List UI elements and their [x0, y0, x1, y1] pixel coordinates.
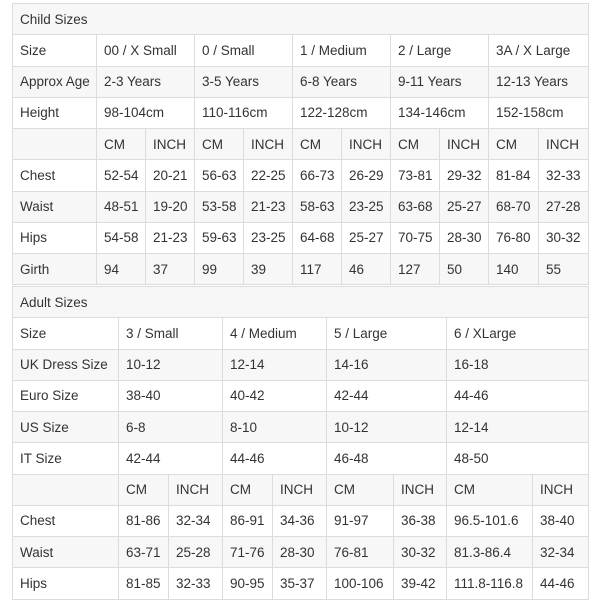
table-cell: 111.8-116.8: [447, 568, 533, 599]
table-cell: 76-81: [327, 537, 394, 568]
unit-header: CM: [489, 129, 539, 160]
table-cell: 100-106: [327, 568, 394, 599]
table-cell: 6-8 Years: [293, 66, 391, 97]
adult-measure-row: [13, 505, 589, 536]
row-label: Waist: [13, 191, 97, 222]
child-table-body: [13, 4, 589, 285]
table-cell: 12-14: [447, 412, 589, 443]
unit-header: CM: [447, 474, 533, 505]
table-cell: 12-13 Years: [489, 66, 589, 97]
table-cell: 66-73: [293, 160, 342, 191]
row-label: Height: [13, 97, 97, 128]
table-cell: 3A / X Large: [489, 35, 589, 66]
table-cell: 140: [489, 254, 539, 285]
adult-units-row: [13, 474, 589, 505]
table-cell: 44-46: [533, 568, 589, 599]
unit-header: CM: [293, 129, 342, 160]
table-cell: 28-30: [273, 537, 327, 568]
table-cell: 86-91: [223, 505, 273, 536]
table-cell: 25-28: [169, 537, 223, 568]
table-cell: 32-33: [539, 160, 589, 191]
unit-header: CM: [391, 129, 440, 160]
table-cell: 48-51: [97, 191, 146, 222]
row-label: Chest: [13, 160, 97, 191]
table-cell: 30-32: [539, 222, 589, 253]
table-cell: 134-146cm: [391, 97, 489, 128]
table-cell: 32-33: [169, 568, 223, 599]
table-cell: 32-34: [169, 505, 223, 536]
table-cell: 40-42: [223, 380, 327, 411]
row-label: Size: [13, 35, 97, 66]
row-label: Waist: [13, 537, 119, 568]
table-cell: 2-3 Years: [97, 66, 195, 97]
table-cell: 3 / Small: [119, 318, 223, 349]
table-cell: 44-46: [447, 380, 589, 411]
child-measure-row: [13, 191, 589, 222]
row-label: UK Dress Size: [13, 349, 119, 380]
table-cell: 91-97: [327, 505, 394, 536]
table-cell: 8-10: [223, 412, 327, 443]
table-cell: 39: [244, 254, 293, 285]
table-cell: 96.5-101.6: [447, 505, 533, 536]
table-cell: 53-58: [195, 191, 244, 222]
table-cell: 20-21: [146, 160, 195, 191]
unit-header: INCH: [169, 474, 223, 505]
row-label: Chest: [13, 505, 119, 536]
adult-measure-row: [13, 568, 589, 599]
table-cell: 56-63: [195, 160, 244, 191]
table-cell: 50: [440, 254, 489, 285]
table-cell: 23-25: [342, 191, 391, 222]
table-cell: 29-32: [440, 160, 489, 191]
unit-header: INCH: [244, 129, 293, 160]
adult-measure-row: [13, 537, 589, 568]
table-cell: 26-29: [342, 160, 391, 191]
section-title: Child Sizes: [13, 4, 589, 35]
table-cell: 63-68: [391, 191, 440, 222]
row-label: Approx Age: [13, 66, 97, 97]
unit-header: INCH: [146, 129, 195, 160]
adult-info-row: [13, 380, 589, 411]
table-cell: 1 / Medium: [293, 35, 391, 66]
unit-header: CM: [119, 474, 169, 505]
unit-header: INCH: [394, 474, 447, 505]
unit-header: CM: [97, 129, 146, 160]
adult-info-row: [13, 318, 589, 349]
row-label: Girth: [13, 254, 97, 285]
table-cell: 19-20: [146, 191, 195, 222]
table-cell: 73-81: [391, 160, 440, 191]
unit-header: INCH: [539, 129, 589, 160]
table-cell: 46: [342, 254, 391, 285]
row-label: US Size: [13, 412, 119, 443]
table-cell: 38-40: [119, 380, 223, 411]
unit-header: INCH: [440, 129, 489, 160]
row-label: [13, 129, 97, 160]
table-cell: 81-85: [119, 568, 169, 599]
section-title: Adult Sizes: [13, 287, 589, 318]
table-cell: 70-75: [391, 222, 440, 253]
child-title-row: [13, 4, 589, 35]
child-size-row: [13, 35, 589, 66]
table-cell: 64-68: [293, 222, 342, 253]
table-cell: 37: [146, 254, 195, 285]
table-cell: 3-5 Years: [195, 66, 293, 97]
table-cell: 58-63: [293, 191, 342, 222]
table-cell: 6-8: [119, 412, 223, 443]
adult-table-body: [13, 287, 589, 600]
adult-size-table: [12, 286, 589, 600]
table-cell: 10-12: [327, 412, 447, 443]
table-cell: 25-27: [342, 222, 391, 253]
child-measure-row: [13, 160, 589, 191]
adult-info-row: [13, 443, 589, 474]
unit-header: CM: [195, 129, 244, 160]
table-cell: 10-12: [119, 349, 223, 380]
row-label: Size: [13, 318, 119, 349]
table-cell: 99: [195, 254, 244, 285]
unit-header: INCH: [273, 474, 327, 505]
table-cell: 42-44: [119, 443, 223, 474]
table-cell: 9-11 Years: [391, 66, 489, 97]
table-cell: 52-54: [97, 160, 146, 191]
table-cell: 39-42: [394, 568, 447, 599]
table-cell: 81-86: [119, 505, 169, 536]
row-label: Euro Size: [13, 380, 119, 411]
child-age-row: [13, 66, 589, 97]
table-cell: 63-71: [119, 537, 169, 568]
table-cell: 35-37: [273, 568, 327, 599]
table-cell: 4 / Medium: [223, 318, 327, 349]
table-cell: 21-23: [244, 191, 293, 222]
row-label: Hips: [13, 568, 119, 599]
row-label: Hips: [13, 222, 97, 253]
table-cell: 36-38: [394, 505, 447, 536]
table-cell: 81.3-86.4: [447, 537, 533, 568]
table-cell: 22-25: [244, 160, 293, 191]
table-cell: 71-76: [223, 537, 273, 568]
table-cell: 0 / Small: [195, 35, 293, 66]
table-cell: 16-18: [447, 349, 589, 380]
table-cell: 94: [97, 254, 146, 285]
table-cell: 30-32: [394, 537, 447, 568]
table-cell: 110-116cm: [195, 97, 293, 128]
table-cell: 28-30: [440, 222, 489, 253]
table-cell: 54-58: [97, 222, 146, 253]
table-cell: 44-46: [223, 443, 327, 474]
table-cell: 122-128cm: [293, 97, 391, 128]
table-cell: 117: [293, 254, 342, 285]
table-cell: 81-84: [489, 160, 539, 191]
child-measure-row: [13, 254, 589, 285]
table-cell: 90-95: [223, 568, 273, 599]
unit-header: CM: [327, 474, 394, 505]
table-cell: 46-48: [327, 443, 447, 474]
table-cell: 38-40: [533, 505, 589, 536]
row-label: [13, 474, 119, 505]
table-cell: 98-104cm: [97, 97, 195, 128]
table-cell: 48-50: [447, 443, 589, 474]
table-cell: 76-80: [489, 222, 539, 253]
adult-info-row: [13, 349, 589, 380]
table-cell: 23-25: [244, 222, 293, 253]
table-cell: 12-14: [223, 349, 327, 380]
adult-info-row: [13, 412, 589, 443]
table-cell: 6 / XLarge: [447, 318, 589, 349]
child-height-row: [13, 97, 589, 128]
table-cell: 5 / Large: [327, 318, 447, 349]
table-cell: 25-27: [440, 191, 489, 222]
child-measure-row: [13, 222, 589, 253]
table-cell: 68-70: [489, 191, 539, 222]
unit-header: INCH: [533, 474, 589, 505]
child-size-table: [12, 3, 589, 285]
unit-header: INCH: [342, 129, 391, 160]
unit-header: CM: [223, 474, 273, 505]
table-cell: 152-158cm: [489, 97, 589, 128]
table-cell: 2 / Large: [391, 35, 489, 66]
child-units-row: [13, 129, 589, 160]
table-cell: 00 / X Small: [97, 35, 195, 66]
table-cell: 127: [391, 254, 440, 285]
table-cell: 55: [539, 254, 589, 285]
adult-title-row: [13, 287, 589, 318]
table-cell: 34-36: [273, 505, 327, 536]
table-cell: 59-63: [195, 222, 244, 253]
table-cell: 42-44: [327, 380, 447, 411]
row-label: IT Size: [13, 443, 119, 474]
table-cell: 32-34: [533, 537, 589, 568]
table-cell: 21-23: [146, 222, 195, 253]
table-cell: 27-28: [539, 191, 589, 222]
table-cell: 14-16: [327, 349, 447, 380]
